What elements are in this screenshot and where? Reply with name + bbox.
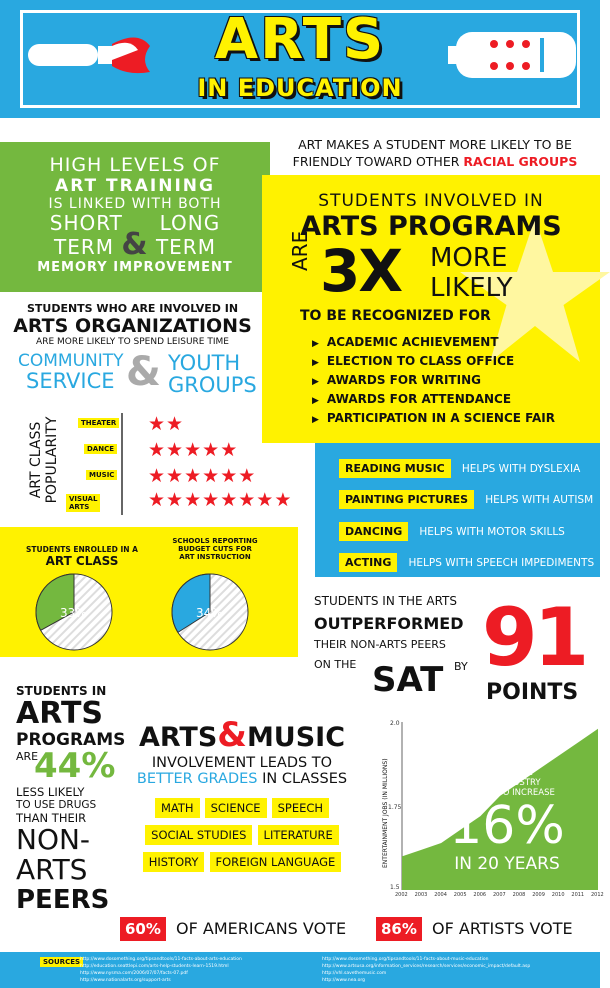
drugs-pct: 44% bbox=[34, 746, 116, 786]
programs-line2: ARTS PROGRAMS bbox=[300, 211, 562, 242]
org-youth: YOUTH bbox=[168, 351, 241, 375]
programs-bullet-list bbox=[312, 335, 555, 430]
bullet-item: ▶ AWARDS FOR WRITING bbox=[312, 373, 555, 387]
pie-right-cap3: ART INSTRUCTION bbox=[179, 553, 251, 561]
sat-on: ON THE bbox=[314, 658, 357, 671]
org-line3: ARE MORE LIKELY TO SPEND LEISURE TIME bbox=[36, 337, 229, 347]
organizations-block bbox=[0, 302, 265, 401]
year-tick-label: 2002 bbox=[395, 892, 408, 898]
popularity-label1: ART CLASS bbox=[28, 421, 44, 499]
header-subtitle: IN EDUCATION bbox=[197, 74, 403, 102]
drugs-line2: ARTS bbox=[16, 696, 104, 731]
year-tick-label: 2005 bbox=[453, 892, 467, 898]
grades-in-classes: IN CLASSES bbox=[262, 771, 348, 787]
drugs-line5: LESS LIKELY bbox=[16, 785, 85, 799]
vote-pct-americans: 60% bbox=[120, 917, 166, 941]
sat-block bbox=[314, 591, 600, 714]
jobs-ylabel: ENTERTAINMENT JOBS (IN MILLIONS) bbox=[382, 758, 389, 868]
vote-americans-text: OF AMERICANS VOTE bbox=[176, 919, 347, 938]
subject-pill: MATH bbox=[155, 798, 200, 818]
drugs-line7: THAN THEIR bbox=[16, 811, 87, 825]
jobs-y-bot: 1.5 bbox=[390, 884, 400, 891]
bullet-item: ▶ ACADEMIC ACHIEVEMENT bbox=[312, 335, 555, 349]
star-icon: ★ bbox=[202, 439, 221, 461]
sources-left bbox=[80, 956, 242, 984]
star-icon: ★ bbox=[202, 465, 221, 487]
star-row bbox=[148, 465, 256, 487]
org-ampersand: & bbox=[126, 349, 161, 395]
vote-row bbox=[120, 916, 590, 946]
pie-right bbox=[170, 572, 250, 652]
programs-are: ARE bbox=[288, 230, 312, 271]
bullet-item: ▶ AWARDS FOR ATTENDANCE bbox=[312, 392, 555, 406]
pie-right-cap1: SCHOOLS REPORTING bbox=[172, 537, 258, 545]
year-tick-label: 2008 bbox=[512, 892, 526, 898]
star-icon: ★ bbox=[220, 439, 239, 461]
sources-label: SOURCES bbox=[40, 957, 83, 967]
subject-pill: SPEECH bbox=[272, 798, 329, 818]
drugs-line6: TO USE DRUGS bbox=[16, 799, 97, 811]
grades-music: MUSIC bbox=[246, 722, 346, 753]
drugs-line3: PROGRAMS bbox=[16, 730, 126, 750]
programs-line4: TO BE RECOGNIZED FOR bbox=[300, 308, 491, 324]
star-icon: ★ bbox=[166, 465, 185, 487]
star-icon: ★ bbox=[202, 489, 221, 511]
benefit-tag: DANCING bbox=[339, 522, 408, 541]
star-row bbox=[148, 439, 238, 461]
star-icon: ★ bbox=[166, 489, 185, 511]
bullet-item: ▶ ELECTION TO CLASS OFFICE bbox=[312, 354, 555, 368]
star-icon: ★ bbox=[238, 465, 257, 487]
star-row bbox=[148, 489, 292, 511]
subject-pill: LITERATURE bbox=[258, 825, 339, 845]
pie-right-caption bbox=[160, 537, 270, 561]
org-community: COMMUNITY bbox=[18, 351, 124, 371]
pies-panel bbox=[0, 527, 298, 657]
star-icon: ★ bbox=[184, 439, 203, 461]
subject-row bbox=[122, 824, 362, 845]
star-icon: ★ bbox=[148, 489, 167, 511]
grades-ampersand: & bbox=[217, 715, 247, 755]
intro-line2 bbox=[280, 153, 590, 170]
footer-sources bbox=[0, 952, 600, 988]
sat-by: BY bbox=[454, 660, 468, 673]
source-link[interactable]: http://www.dosomething.org/tipsandtools/11-facts-about-music-education bbox=[322, 957, 489, 962]
star-icon: ★ bbox=[166, 413, 185, 435]
popularity-row-label: VISUAL ARTS bbox=[66, 494, 100, 512]
grades-line3 bbox=[122, 771, 362, 787]
guitar-icon bbox=[448, 24, 578, 86]
pie-right-value: 34% bbox=[196, 606, 223, 620]
star-row bbox=[148, 413, 184, 435]
intro-statement bbox=[280, 136, 590, 170]
benefit-text: HELPS WITH MOTOR SKILLS bbox=[419, 526, 565, 538]
programs-panel bbox=[262, 175, 600, 443]
drugs-line1: STUDENTS IN bbox=[16, 684, 107, 698]
year-tick-label: 2010 bbox=[551, 892, 565, 898]
grades-title bbox=[122, 715, 362, 755]
star-icon: ★ bbox=[256, 489, 275, 511]
sat-line2: OUTPERFORMED bbox=[314, 614, 464, 633]
popularity-row-label: DANCE bbox=[84, 444, 117, 454]
jobs-line3: ARE SET TO INCREASE bbox=[459, 788, 555, 798]
pie-left bbox=[34, 572, 114, 652]
source-link[interactable]: http://vhl.savethemusic.com bbox=[322, 971, 387, 976]
popularity-label bbox=[28, 410, 60, 510]
pie-right-cap2: BUDGET CUTS FOR bbox=[178, 545, 252, 553]
benefit-row bbox=[339, 520, 565, 541]
star-icon: ★ bbox=[184, 489, 203, 511]
pie-left-caption bbox=[22, 545, 142, 568]
memory-row-terms bbox=[0, 227, 270, 262]
programs-3x: 3X bbox=[320, 237, 402, 305]
star-icon: ★ bbox=[220, 489, 239, 511]
drugs-line8: NON- bbox=[16, 823, 91, 856]
memory-term2: TERM bbox=[155, 235, 216, 259]
year-tick-label: 2009 bbox=[532, 892, 545, 898]
subject-pill: HISTORY bbox=[143, 852, 205, 872]
memory-line6: MEMORY IMPROVEMENT bbox=[37, 260, 233, 275]
programs-line1: STUDENTS INVOLVED IN bbox=[318, 191, 544, 211]
jobs-chart bbox=[378, 718, 604, 904]
star-icon: ★ bbox=[148, 413, 167, 435]
year-tick-label: 2003 bbox=[414, 892, 428, 898]
memory-line1: HIGH LEVELS OF bbox=[49, 154, 221, 176]
drugs-block bbox=[16, 684, 126, 915]
sat-points: POINTS bbox=[486, 680, 579, 705]
drugs-line9: ARTS bbox=[16, 853, 88, 886]
subject-pill: SOCIAL STUDIES bbox=[145, 825, 252, 845]
pie-left-cap2: ART CLASS bbox=[45, 554, 119, 568]
star-icon: ★ bbox=[148, 465, 167, 487]
org-groups bbox=[0, 351, 265, 401]
source-link[interactable]: http://www.artsusa.org/information_services/research/services/economic_impact/default.asp bbox=[322, 964, 531, 969]
popularity-divider bbox=[121, 413, 123, 515]
benefit-text: HELPS WITH AUTISM bbox=[485, 494, 594, 506]
sat-number: 91 bbox=[482, 591, 586, 684]
benefit-row bbox=[339, 488, 593, 509]
paintbrush-icon bbox=[28, 30, 158, 80]
source-link[interactable]: http://www.nea.org bbox=[322, 978, 366, 983]
subject-row bbox=[122, 797, 362, 818]
popularity-row-label: MUSIC bbox=[86, 470, 117, 480]
programs-likely: LIKELY bbox=[430, 273, 513, 303]
jobs-y-top: 2.0 bbox=[390, 720, 400, 727]
intro-line1: ART MAKES A STUDENT MORE LIKELY TO BE bbox=[298, 137, 572, 152]
benefit-tag: ACTING bbox=[339, 553, 397, 572]
drugs-line10: PEERS bbox=[16, 885, 110, 915]
sat-line3: THEIR NON-ARTS PEERS bbox=[314, 638, 446, 651]
grades-better: BETTER GRADES bbox=[136, 771, 258, 787]
star-icon: ★ bbox=[238, 489, 257, 511]
jobs-pct: 16% bbox=[449, 796, 565, 856]
source-link[interactable]: http://www.nysma.com/2006/07/07/facts-07.pdf bbox=[80, 971, 188, 976]
benefits-panel bbox=[315, 443, 600, 577]
star-icon: ★ bbox=[148, 439, 167, 461]
star-icon: ★ bbox=[166, 439, 185, 461]
memory-term1: TERM bbox=[54, 235, 115, 259]
jobs-years bbox=[395, 892, 604, 902]
benefit-tag: PAINTING PICTURES bbox=[339, 490, 474, 509]
programs-more: MORE bbox=[430, 243, 508, 273]
bullet-item: ▶ PARTICIPATION IN A SCIENCE FAIR bbox=[312, 411, 555, 425]
memory-line3: IS LINKED WITH BOTH bbox=[48, 196, 222, 212]
header-title: ARTS bbox=[214, 7, 386, 72]
memory-short: SHORT bbox=[49, 211, 123, 235]
intro-line2-text: FRIENDLY TOWARD OTHER bbox=[292, 154, 460, 169]
year-tick-label: 2006 bbox=[473, 892, 487, 898]
drugs-are: ARE bbox=[16, 750, 39, 763]
pie-left-cap1: STUDENTS ENROLLED IN A bbox=[26, 545, 138, 554]
benefit-tag: READING MUSIC bbox=[339, 459, 451, 478]
star-icon: ★ bbox=[184, 465, 203, 487]
grades-line2: INVOLVEMENT LEADS TO bbox=[151, 755, 333, 771]
memory-long: LONG bbox=[159, 211, 221, 235]
memory-line2: ART TRAINING bbox=[55, 176, 215, 196]
benefit-row bbox=[339, 457, 580, 478]
subject-row bbox=[122, 851, 362, 872]
org-line1: STUDENTS WHO ARE INVOLVED IN bbox=[26, 302, 239, 315]
org-service: SERVICE bbox=[26, 369, 115, 393]
jobs-line1: JOBS IN THE bbox=[481, 768, 533, 778]
year-tick-label: 2011 bbox=[571, 892, 585, 898]
star-icon: ★ bbox=[274, 489, 293, 511]
sources-right bbox=[322, 956, 530, 984]
popularity-row-label: THEATER bbox=[78, 418, 119, 428]
vote-pct-artists: 86% bbox=[376, 917, 422, 941]
source-link[interactable]: http://www.dosomething.org/tipsandtools/11-facts-about-arts-education bbox=[80, 957, 242, 962]
source-link[interactable]: http://education.seattlepi.com/arts-help-students-learn-1519.html bbox=[80, 964, 229, 969]
jobs-y-mid: 1.75 bbox=[388, 804, 402, 811]
org-groups-word: GROUPS bbox=[168, 373, 257, 397]
subject-pill: SCIENCE bbox=[205, 798, 267, 818]
subject-pill: FOREIGN LANGUAGE bbox=[210, 852, 342, 872]
benefit-row bbox=[339, 551, 594, 572]
year-tick-label: 2004 bbox=[434, 892, 447, 898]
vote-artists-text: OF ARTISTS VOTE bbox=[432, 919, 573, 938]
memory-panel bbox=[0, 142, 270, 292]
source-link[interactable]: http://www.nationalarts.org/support-arts bbox=[80, 978, 171, 983]
popularity-label2: POPULARITY bbox=[44, 416, 60, 504]
sat-word: SAT bbox=[372, 660, 444, 700]
header-banner bbox=[0, 0, 600, 118]
org-line2: ARTS ORGANIZATIONS bbox=[13, 315, 252, 337]
pie-left-value: 33% bbox=[60, 606, 87, 620]
benefit-text: HELPS WITH DYSLEXIA bbox=[461, 463, 581, 475]
grades-block bbox=[122, 715, 362, 872]
year-tick-label: 2007 bbox=[493, 892, 506, 898]
star-icon: ★ bbox=[220, 465, 239, 487]
intro-highlight: RACIAL GROUPS bbox=[463, 154, 578, 169]
jobs-text bbox=[424, 768, 590, 874]
grades-arts: ARTS bbox=[138, 722, 218, 753]
jobs-line5: IN 20 YEARS bbox=[454, 854, 560, 874]
year-tick-label: 2012 bbox=[591, 892, 604, 898]
jobs-line2: ARTS INDUSTRY bbox=[473, 778, 541, 788]
memory-ampersand: & bbox=[121, 227, 149, 262]
benefit-text: HELPS WITH SPEECH IMPEDIMENTS bbox=[408, 557, 595, 569]
sat-line1: STUDENTS IN THE ARTS bbox=[314, 594, 457, 608]
